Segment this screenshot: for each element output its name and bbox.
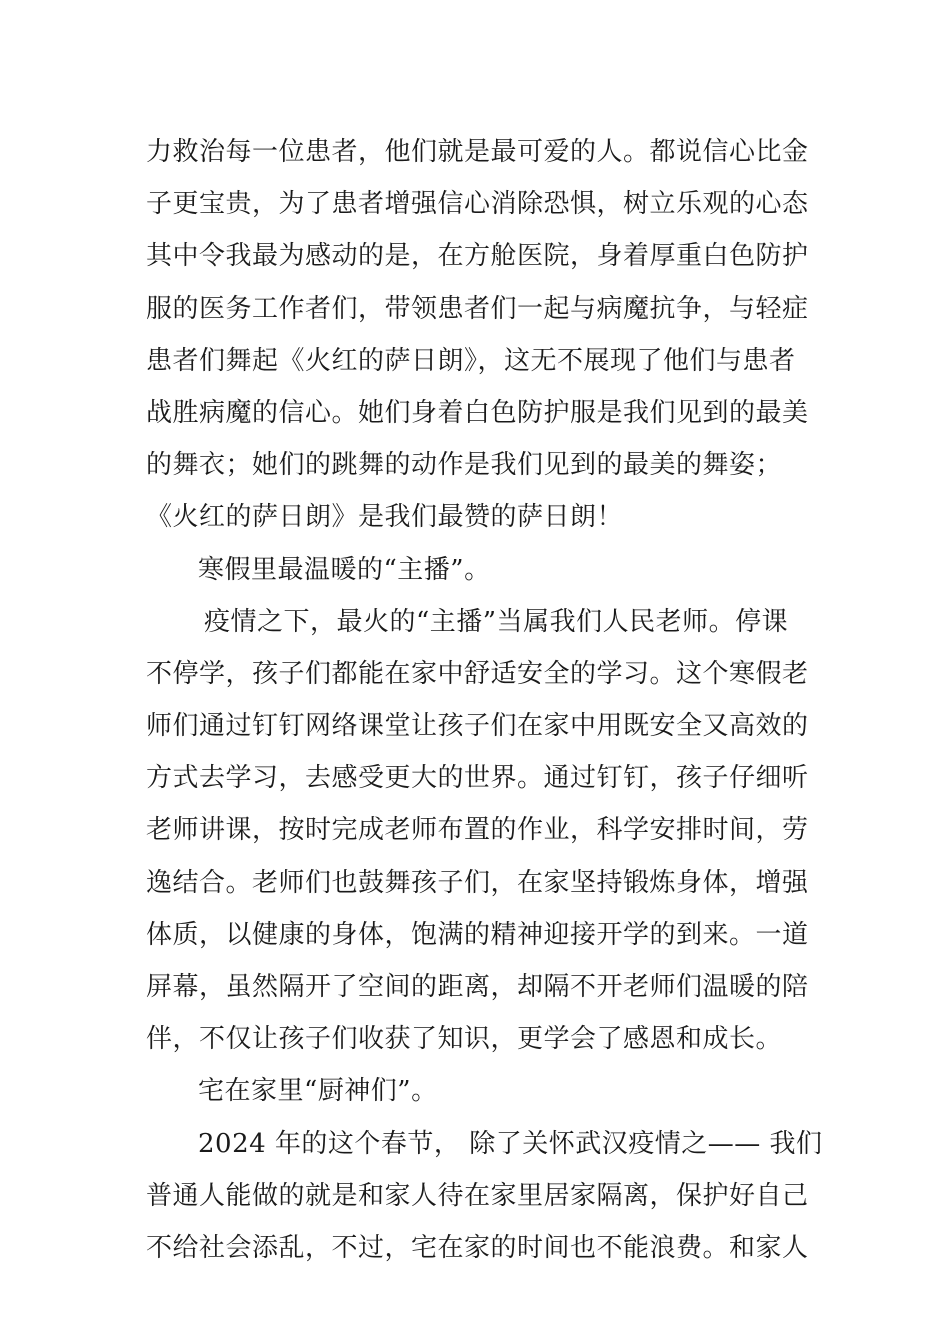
text-line: 不停学，孩子们都能在家中舒适安全的学习。这个寒假老 [146, 658, 809, 689]
text-line: 服的医务工作者们，带领患者们一起与病魔抗争，与轻症 [146, 293, 809, 324]
section-heading: 寒假里最温暖的“主播”。 [198, 554, 491, 585]
text-line: 子更宝贵，为了患者增强信心消除恐惧，树立乐观的心态 [146, 189, 809, 220]
text-line: 患者们舞起《火红的萨日朗》，这无不展现了他们与患者 [146, 345, 796, 376]
text-line: 《火红的萨日朗》是我们最赞的萨日朗！ [146, 502, 624, 533]
text-line: 方式去学习，去感受更大的世界。通过钉钉，孩子仔细听 [146, 763, 809, 794]
text-line: 逸结合。老师们也鼓舞孩子们，在家坚持锻炼身体，增强 [146, 867, 809, 898]
text-line: 老师讲课，按时完成老师布置的作业，科学安排时间，劳 [146, 815, 809, 846]
text-line: 力救治每一位患者，他们就是最可爱的人。都说信心比金 [146, 137, 809, 167]
text-line: 屏幕，虽然隔开了空间的距离，却隔不开老师们温暖的陪 [146, 972, 809, 1002]
text-line: 伴，不仅让孩子们收获了知识，更学会了感恩和成长。 [146, 1024, 783, 1055]
text-line: 其中令我最为感动的是，在方舱医院，身着厚重白色防护 [146, 241, 809, 272]
text-line: 体质，以健康的身体，饱满的精神迎接开学的到来。一道 [146, 919, 809, 950]
text-line: 不给社会添乱，不过，宅在家的时间也不能浪费。和家人 [146, 1232, 809, 1263]
text-line: 的舞衣；她们的跳舞的动作是我们见到的最美的舞姿； [146, 450, 783, 481]
text-line: 师们通过钉钉网络课堂让孩子们在家中用既安全又高效的 [146, 711, 809, 742]
text-line: 战胜病魔的信心。她们身着白色防护服是我们见到的最美 [146, 397, 809, 428]
paragraph-start-line: 疫情之下，最火的“主播”当属我们人民老师。停课 [204, 606, 789, 637]
text-line: 普通人能做的就是和家人待在家里居家隔离，保护好自己 [146, 1180, 809, 1211]
section-heading: 宅在家里“厨神们”。 [198, 1076, 438, 1107]
document-body [146, 126, 823, 1274]
paragraph-start-line: 2024 年的这个春节， 除了关怀武汉疫情之—— 我们 [198, 1128, 823, 1159]
